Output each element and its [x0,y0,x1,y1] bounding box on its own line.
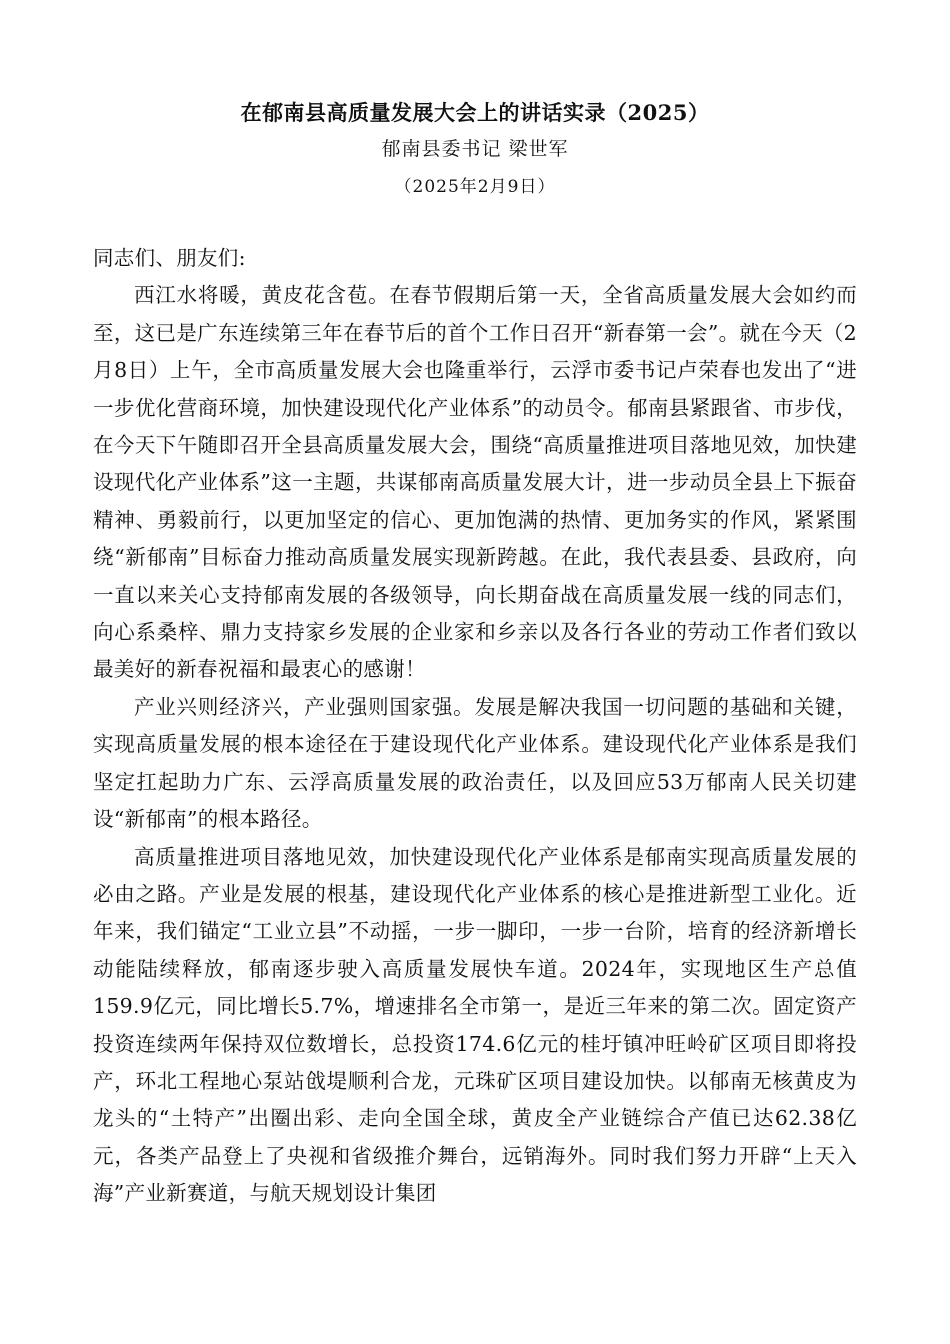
paragraph-2: 产业兴则经济兴，产业强则国家强。发展是解决我国一切问题的基础和关键，实现高质量发展的根本途径在于建设现代化产业体系。建设现代化产业体系是我们坚定扛起助力广东、云浮高质量发展的政治责任，以及回应53万郁南人民关切建设“新郁南”的根本路径。 [93,694,857,832]
paragraph-1: 西江水将暖，黄皮花含苞。在春节假期后第一天，全省高质量发展大会如约而至，这已是广东连续第三年在春节后的首个工作日召开“新春第一会”。就在今天（2月8日）上午，全市高质量发展大会也隆重举行，云浮市委书记卢荣春也发出了“进一步优化营商环境，加快建设现代化产业体系”的动员令。郁南县紧跟省、市步伐，在今天下午随即召开全县高质量发展大会，围绕“高质量推进项目落地见效，加快建设现代化产业体系”这一主题，共谋郁南高质量发展大计，进一步动员全县上下振奋精神、勇毅前行，以更加坚定的信心、更加饱满的热情、更加务实的作风，紧紧围绕“新郁南”目标奋力推动高质量发展实现新跨越。在此，我代表县委、县政府，向一直以来关心支持郁南发展的各级领导，向长期奋战在高质量发展一线的同志们，向心系桑梓、鼎力支持家乡发展的企业家和乡亲以及各行各业的劳动工作者们致以最美好的新春祝福和最衷心的感谢！ [93,283,857,682]
paragraph-3: 高质量推进项目落地见效，加快建设现代化产业体系是郁南实现高质量发展的必由之路。产业是发展的根基，建设现代化产业体系的核心是推进新型工业化。近年来，我们锚定“工业立县”不动摇，一步一脚印，一步一台阶，培育的经济新增长动能陆续释放，郁南逐步驶入高质量发展快车道。2024年，实现地区生产总值159.9亿元，同比增长5.7%，增速排名全市第一，是近三年来的第二次。固定资产投资连续两年保持双位数增长，总投资174.6亿元的桂圩镇冲旺岭矿区项目即将投产，环北工程地心泵站戗堤顺利合龙，元珠矿区项目建设加快。以郁南无核黄皮为龙头的“土特产”出圈出彩、走向全国全球，黄皮全产业链综合产值已达62.38亿元，各类产品登上了央视和省级推介舞台，远销海外。同时我们努力开辟“上天入海”产业新赛道，与航天规划设计集团 [93,844,857,1206]
document-title: 在郁南县高质量发展大会上的讲话实录（2025） [240,100,710,125]
speaker-line: 郁南县委书记 梁世军 [381,138,569,160]
greeting: 同志们、朋友们: [93,246,246,270]
speech-date: （2025年2月9日） [394,177,556,197]
document-body [93,240,857,1213]
